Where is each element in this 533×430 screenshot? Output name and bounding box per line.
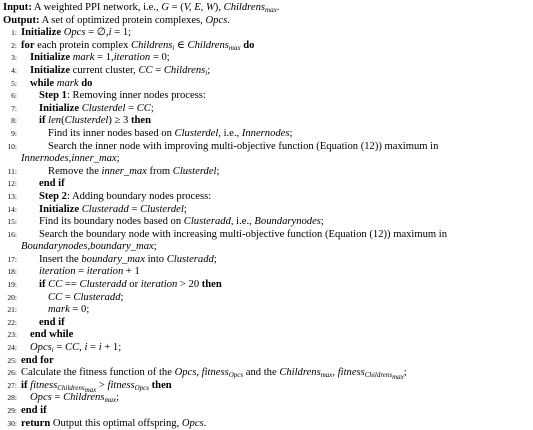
algorithm-line bbox=[3, 380, 529, 393]
algorithm-line bbox=[3, 128, 529, 141]
algorithm-line bbox=[3, 40, 529, 53]
line-text: if len(Clusterdel) ≥ 3 then bbox=[39, 115, 151, 127]
line-number: 14: bbox=[7, 204, 17, 214]
line-text: Search the boundary node with increasing multi-objective function (Equation (12)) maximum in bbox=[39, 228, 448, 240]
algorithm-line bbox=[3, 392, 529, 405]
line-number: 28: bbox=[7, 393, 17, 403]
line-text: Find its inner nodes based on Clusterdel, i.e., Innernodes; bbox=[48, 127, 293, 139]
line-number: 25: bbox=[7, 355, 17, 365]
line-text: Opcs$_i$ = CC, i = i + 1; bbox=[30, 342, 122, 355]
line-text: Calculate the fitness function of the Opcs, fitness$_{Opcs}$ and the Childrens$_{max}$, fitness$_{Childrens_{max}}$; bbox=[21, 367, 407, 382]
algorithm-line bbox=[3, 115, 529, 128]
line-text: Innernodes,inner_max; bbox=[21, 153, 120, 165]
algorithm-line-continuation bbox=[3, 153, 529, 166]
line-number: 17: bbox=[7, 254, 17, 264]
line-text: Opcs = Childrens$_{max}$; bbox=[30, 392, 120, 405]
line-text: Find its boundary nodes based on Clusteradd, i.e., Boundarynodes; bbox=[39, 216, 324, 228]
line-number: 19: bbox=[7, 280, 17, 290]
algorithm-line bbox=[3, 342, 529, 355]
line-number: 30: bbox=[7, 418, 17, 428]
algorithm-line bbox=[3, 52, 529, 65]
line-number: 10: bbox=[7, 141, 17, 151]
line-number: 26: bbox=[7, 368, 17, 378]
line-number: 23: bbox=[7, 330, 17, 340]
algorithm-line bbox=[3, 292, 529, 305]
line-text: iteration = iteration + 1 bbox=[39, 266, 140, 278]
algorithm-line bbox=[3, 367, 529, 380]
line-text: Search the inner node with improving multi-objective function (Equation (12)) maximum in bbox=[48, 140, 439, 152]
algorithm-line bbox=[3, 418, 529, 430]
algorithm-line bbox=[3, 65, 529, 78]
line-text: Initialize Clusteradd = Clusterdel; bbox=[39, 203, 187, 215]
line-number: 13: bbox=[7, 191, 17, 201]
algorithm-line bbox=[3, 27, 529, 40]
line-text: CC = Clusteradd; bbox=[48, 291, 124, 303]
line-number: 24: bbox=[7, 343, 17, 353]
line-text: end for bbox=[21, 354, 54, 366]
line-number: 15: bbox=[7, 217, 17, 227]
algorithm-line bbox=[3, 279, 529, 292]
line-text: Initialize current cluster, CC = Childrens$_i$; bbox=[30, 64, 211, 77]
algorithm-line bbox=[3, 266, 529, 279]
line-number: 11: bbox=[7, 166, 17, 176]
line-number: 5: bbox=[11, 78, 17, 88]
line-number: 20: bbox=[7, 292, 17, 302]
line-number: 4: bbox=[11, 65, 17, 75]
algorithm-line bbox=[3, 254, 529, 267]
algorithm-output: Output: A set of optimized protein complexes, Opcs. bbox=[3, 14, 230, 26]
line-text: if CC == Clusteradd or iteration > 20 then bbox=[39, 279, 222, 291]
line-text: Boundarynodes,boundary_max; bbox=[21, 241, 157, 253]
line-text: end while bbox=[30, 329, 74, 341]
algorithm-line bbox=[3, 355, 529, 368]
line-number: 16: bbox=[7, 229, 17, 239]
line-text: if fitness$_{Childrens_{max}}$ > fitness$_{Opcs}$ then bbox=[21, 379, 172, 394]
line-text: Step 1: Removing inner nodes process: bbox=[39, 90, 206, 102]
line-number: 7: bbox=[11, 103, 17, 113]
line-text: end if bbox=[21, 405, 47, 416]
line-number: 12: bbox=[7, 179, 17, 189]
algorithm-line bbox=[3, 78, 529, 91]
line-text: end if bbox=[39, 316, 65, 328]
line-number: 6: bbox=[11, 91, 17, 101]
line-number: 8: bbox=[11, 116, 17, 126]
algorithm-line bbox=[3, 141, 529, 154]
line-text: return Output this optimal offspring, Opcs. bbox=[21, 417, 207, 429]
line-number: 2: bbox=[11, 40, 17, 50]
algorithm-line bbox=[3, 204, 529, 217]
algorithm-line bbox=[3, 90, 529, 103]
line-text: mark = 0; bbox=[48, 304, 90, 316]
line-number: 22: bbox=[7, 317, 17, 327]
algorithm-line bbox=[3, 191, 529, 204]
algorithm-input: Input: A weighted PPI network, i.e., G = (V, E, W), Childrens$_{max}$. bbox=[3, 2, 280, 14]
line-text: for each protein complex Childrens$_i$ ∈ Childrens$_{max}$ do bbox=[21, 39, 255, 52]
algorithm-line bbox=[3, 178, 529, 191]
line-text: Insert the boundary_max into Clusteradd; bbox=[39, 253, 217, 265]
algorithm-line-continuation bbox=[3, 241, 529, 254]
line-number: 1: bbox=[11, 28, 17, 38]
algorithm-line bbox=[3, 317, 529, 330]
line-text: Remove the inner_max from Clusterdel; bbox=[48, 165, 220, 177]
line-number: 18: bbox=[7, 267, 17, 277]
algorithm-line bbox=[3, 304, 529, 317]
output-label: Output: bbox=[3, 14, 40, 26]
algorithm-line bbox=[3, 329, 529, 342]
input-label: Input: bbox=[3, 2, 32, 13]
line-text: while mark do bbox=[30, 77, 93, 89]
algorithm-line bbox=[3, 216, 529, 229]
line-number: 21: bbox=[7, 305, 17, 315]
algorithm-line bbox=[3, 405, 529, 418]
line-number: 29: bbox=[7, 406, 17, 415]
algorithm-line bbox=[3, 166, 529, 179]
line-text: Initialize mark = 1,iteration = 0; bbox=[30, 52, 170, 64]
algorithm-line bbox=[3, 103, 529, 116]
line-text: Initialize Opcs = ∅,i = 1; bbox=[21, 27, 132, 39]
line-number: 27: bbox=[7, 380, 17, 390]
line-text: end if bbox=[39, 178, 65, 190]
algorithm-line bbox=[3, 229, 529, 242]
line-number: 3: bbox=[11, 53, 17, 63]
line-text: Step 2: Adding boundary nodes process: bbox=[39, 190, 212, 202]
line-number: 9: bbox=[11, 128, 17, 138]
line-text: Initialize Clusterdel = CC; bbox=[39, 102, 154, 114]
